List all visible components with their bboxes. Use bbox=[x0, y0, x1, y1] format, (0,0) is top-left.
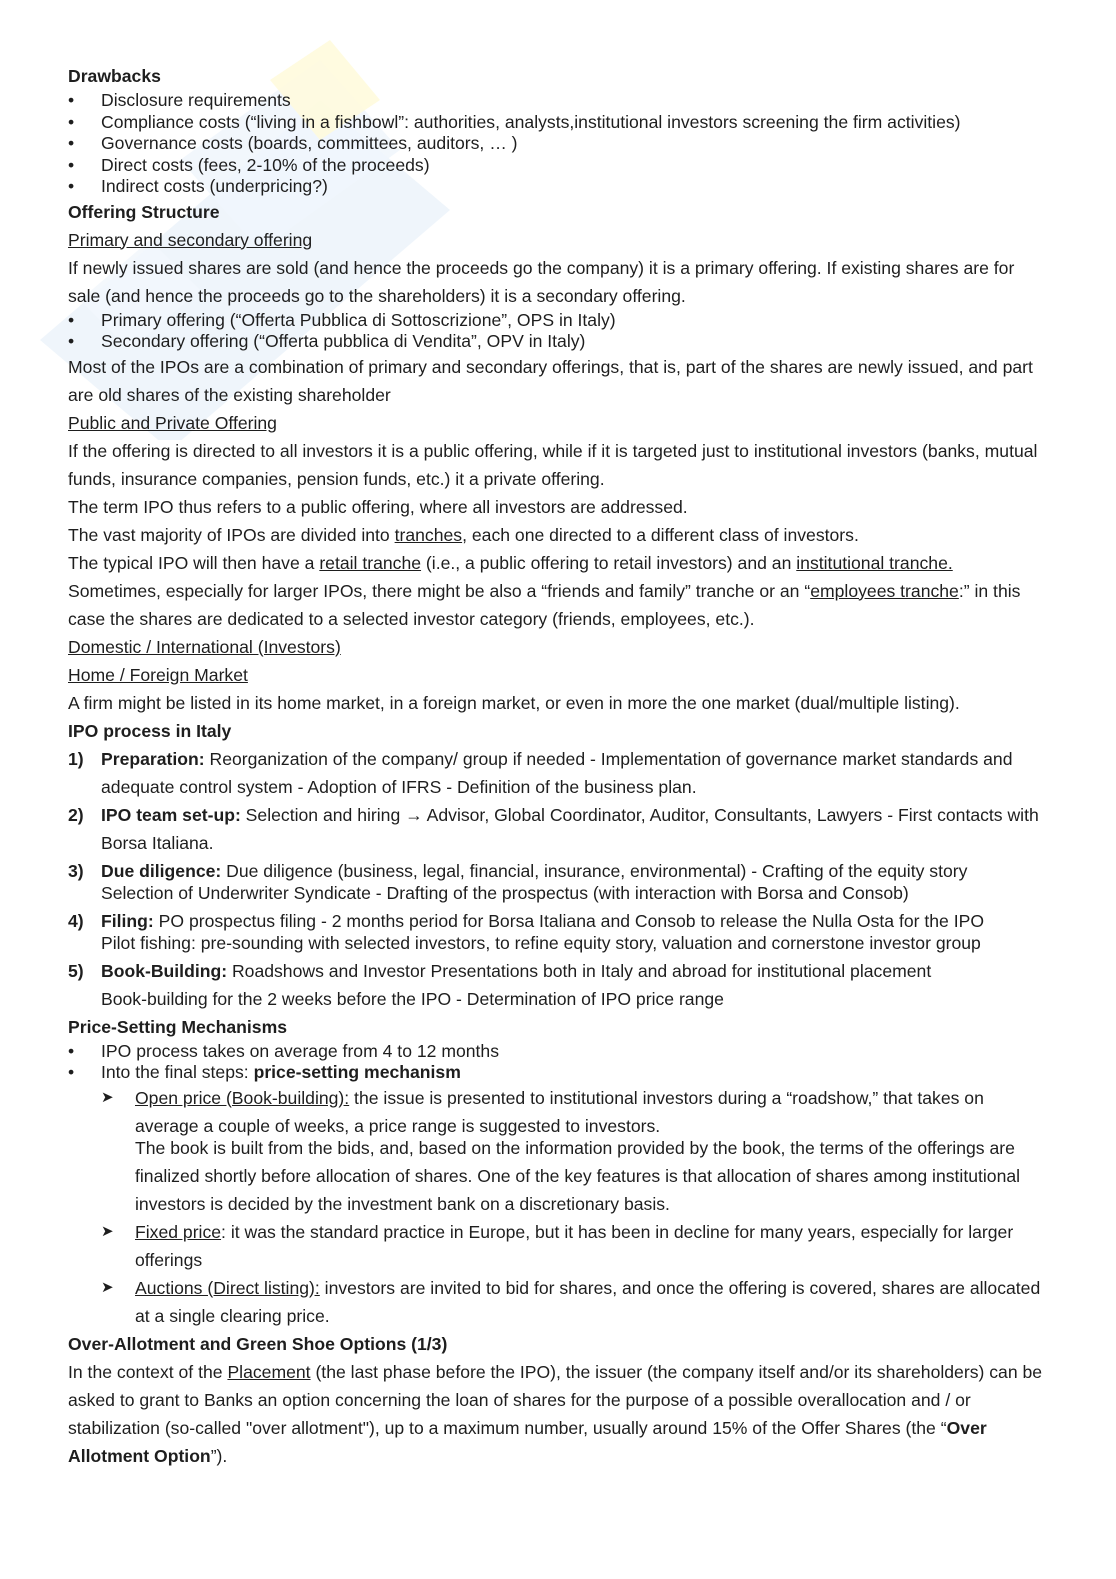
list-item: ➤ Auctions (Direct listing): investors are invited to bid for shares, and once the offering is covered, shares are allocated at a single clearing price. bbox=[101, 1274, 1048, 1330]
list-item: • Primary offering (“Offerta Pubblica di Sottoscrizione”, OPS in Italy) bbox=[68, 310, 1048, 332]
drawbacks-heading: Drawbacks bbox=[68, 66, 161, 86]
home-foreign-text: A firm might be listed in its home market, in a foreign market, or even in more the one market (dual/multiple listing). bbox=[68, 692, 960, 713]
list-item: ➤ Fixed price: it was the standard practice in Europe, but it has been in decline for many years, especially for larger offerings bbox=[101, 1218, 1048, 1274]
tranches-text: The vast majority of IPOs are divided into tranches, each one directed to a different class of investors. bbox=[68, 524, 859, 545]
arrow-bullet-icon: ➤ bbox=[101, 1278, 114, 1296]
public-private-text: If the offering is directed to all investors it is a public offering, while if it is targeted just to institutional investors (banks, mutual funds, insurance companies, pension funds, etc.) it a private offering. bbox=[68, 440, 1038, 489]
process-step: 1) Preparation: Reorganization of the company/ group if needed - Implementation of governance market standards and adequate control system - Adoption of IFRS - Definition of the business plan. bbox=[68, 748, 1013, 797]
list-item: • Disclosure requirements bbox=[68, 90, 1048, 112]
list-item: • Direct costs (fees, 2-10% of the proceeds) bbox=[68, 155, 1048, 177]
offering-types-list bbox=[68, 310, 1048, 353]
green-shoe-heading: Over-Allotment and Green Shoe Options (1/3) bbox=[68, 1333, 448, 1354]
arrow-bullet-icon: ➤ bbox=[101, 1088, 114, 1106]
list-item: • Into the final steps: price-setting mechanism bbox=[68, 1062, 1048, 1084]
list-item: • Governance costs (boards, committees, auditors, … ) bbox=[68, 133, 1048, 155]
drawbacks-list bbox=[68, 90, 1048, 198]
friends-family-text: Sometimes, especially for larger IPOs, there might be also a “friends and family” tranche or an “employees tranche:” in this case the shares are dedicated to a selected investor category (friends, employees, etc.). bbox=[68, 580, 1021, 629]
typical-ipo-text: The typical IPO will then have a retail tranche (i.e., a public offering to retail investors) and an institutional tranche. bbox=[68, 552, 953, 573]
document-page bbox=[68, 62, 1048, 1470]
primary-secondary-title: Primary and secondary offering bbox=[68, 229, 313, 250]
process-step: 2) IPO team set-up: Selection and hiring → Advisor, Global Coordinator, Auditor, Consultants, Lawyers - First contacts with Borsa Italiana. bbox=[68, 804, 1039, 853]
ipo-term-text: The term IPO thus refers to a public offering, where all investors are addressed. bbox=[68, 496, 688, 517]
list-item: • Indirect costs (underpricing?) bbox=[68, 176, 1048, 198]
domestic-international-title: Domestic / International (Investors) bbox=[68, 636, 341, 657]
mechanism-list bbox=[68, 1084, 1048, 1330]
arrow-bullet-icon: ➤ bbox=[101, 1222, 114, 1240]
list-item: ➤ Open price (Book-building): the issue is presented to institutional investors during a “roadshow,” that takes on average a couple of weeks, a price range is suggested to investors. The book is built from the bids, and, based on the information provided by the book, the terms of the offerings are finalized shortly before allocation of shares. One of the key features is that allocation of shares among institutional investors is decided by the investment bank on a discretionary basis. bbox=[101, 1084, 1048, 1218]
primary-secondary-text: If newly issued shares are sold (and hence the proceeds go the company) it is a primary offering. If existing shares are for sale (and hence the proceeds go to the shareholders) it is a secondary offering. bbox=[68, 257, 1015, 306]
ipo-process-heading: IPO process in Italy bbox=[68, 720, 232, 741]
public-private-title: Public and Private Offering bbox=[68, 412, 277, 433]
green-shoe-text: In the context of the Placement (the last phase before the IPO), the issuer (the company itself and/or its shareholders) can be asked to grant to Banks an option concerning the loan of shares for the purpose of a possible overallocation and / or stabilization (so-called "over allotment"), up to a maximum number, usually around 15% of the Offer Shares (the “Over Allotment Option”). bbox=[68, 1361, 1043, 1466]
ipo-process-steps bbox=[68, 745, 1048, 1013]
process-step: 5) Book-Building: Roadshows and Investor Presentations both in Italy and abroad for institutional placement Book-building for the 2 weeks before the IPO - Determination of IPO price range bbox=[68, 960, 932, 1009]
price-setting-heading: Price-Setting Mechanisms bbox=[68, 1016, 288, 1037]
home-foreign-title: Home / Foreign Market bbox=[68, 664, 248, 685]
price-setting-list bbox=[68, 1041, 1048, 1084]
offering-structure-heading: Offering Structure bbox=[68, 201, 220, 222]
list-item: • IPO process takes on average from 4 to 12 months bbox=[68, 1041, 1048, 1063]
list-item: • Compliance costs (“living in a fishbowl”: authorities, analysts,institutional investors screening the firm activities) bbox=[68, 112, 1048, 134]
process-step: 4) Filing: PO prospectus filing - 2 months period for Borsa Italiana and Consob to release the Nulla Osta for the IPO Pilot fishing: pre-sounding with selected investors, to refine equity story, valuation and cornerstone investor group bbox=[68, 910, 985, 953]
list-item: • Secondary offering (“Offerta pubblica di Vendita”, OPV in Italy) bbox=[68, 331, 1048, 353]
process-step: 3) Due diligence: Due diligence (business, legal, financial, insurance, environmental) - Crafting of the equity story Selection of Underwriter Syndicate - Drafting of the prospectus (with interaction with Borsa and Consob) bbox=[68, 860, 968, 903]
combination-text: Most of the IPOs are a combination of primary and secondary offerings, that is, part of the shares are newly issued, and part are old shares of the existing shareholder bbox=[68, 356, 1033, 405]
